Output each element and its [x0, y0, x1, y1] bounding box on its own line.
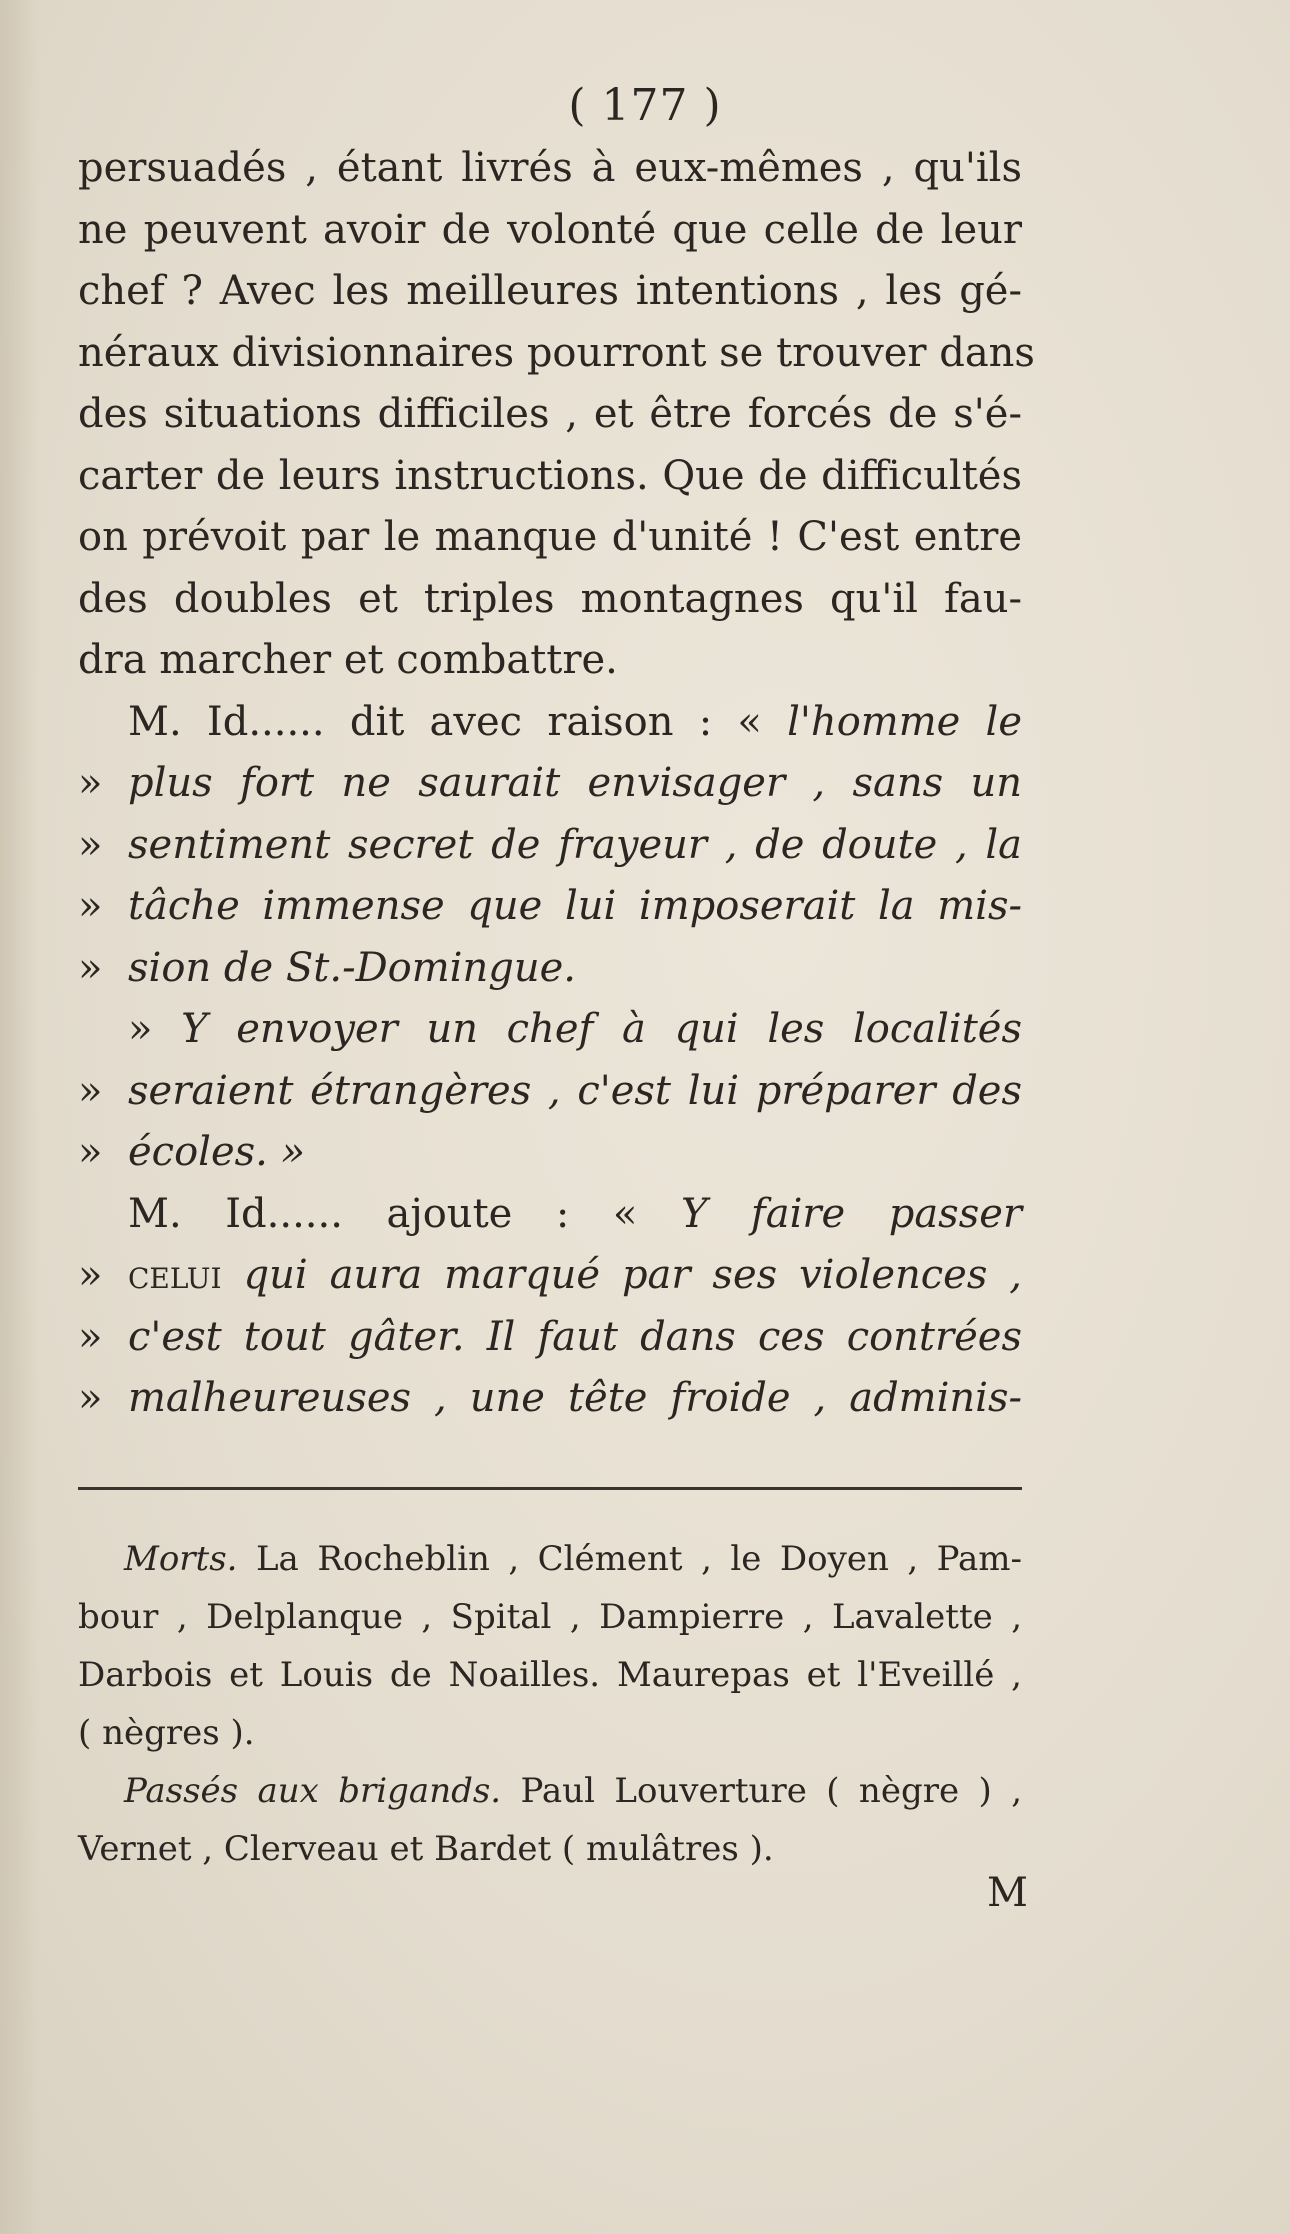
quote-line: » malheureuses , une tête froide , adminis- — [78, 1368, 1022, 1430]
footnote-line: bour , Delplanque , Spital , Dampierre , Lavalette , — [78, 1597, 1022, 1637]
quote-line: » sentiment secret de frayeur , de doute , la — [78, 815, 1022, 877]
footnote-label: Passés aux brigands. — [124, 1771, 502, 1811]
footnote-line: Darbois et Louis de Noailles. Maurepas et l'Eveillé , — [78, 1655, 1022, 1695]
footnote-line: Morts. La Rocheblin , Clément , le Doyen , Pam- — [124, 1539, 1022, 1579]
quote-line: » écoles. » — [78, 1122, 1022, 1184]
footnote-label: Morts. — [124, 1539, 238, 1579]
quote-line: » celui qui aura marqué par ses violences , — [78, 1245, 1022, 1307]
text-line: des situations difficiles , et être forcés de s'é- — [78, 391, 1022, 437]
quote-mark: » — [78, 1375, 103, 1421]
footnote-divider — [78, 1487, 1022, 1490]
quote-mark: » — [78, 883, 103, 929]
quote-mark: » — [78, 1313, 103, 1360]
signature-mark: M — [987, 1870, 1028, 1916]
text-line: ne peuvent avoir de volonté que celle de leur — [78, 206, 1022, 253]
footnote-line: Passés aux brigands. Paul Louverture ( nègre ) , — [124, 1771, 1022, 1811]
lead-text: M. Id...... ajoute : « — [128, 1190, 638, 1237]
footnote — [78, 1530, 1022, 1878]
lead-italic: Y faire passer — [680, 1190, 1023, 1237]
lead-italic: l'homme le — [787, 698, 1023, 745]
quote-line: » Y envoyer un chef à qui les localités — [128, 1006, 1023, 1052]
quote-line: » plus fort ne saurait envisager , sans un — [78, 753, 1022, 815]
small-caps-word: celui — [128, 1252, 222, 1298]
text-line: persuadés , étant livrés à eux-mêmes , qu'ils — [78, 145, 1022, 191]
text-line: des doubles et triples montagnes qu'il fau- — [78, 575, 1022, 622]
page-gutter-shadow — [0, 0, 40, 2234]
quote-mark: » — [78, 1129, 103, 1175]
page-number: ( 177 ) — [568, 80, 722, 131]
quote-line: » tâche immense que lui imposerait la mis- — [78, 876, 1022, 938]
quote-mark: » — [78, 821, 103, 868]
text-line: on prévoit par le manque d'unité ! C'est entre — [78, 514, 1022, 560]
quote-line: » sion de St.-Domingue. — [78, 938, 1022, 1000]
quote-mark: » — [78, 1067, 103, 1114]
paragraph-lead — [78, 1184, 1022, 1246]
lead-text: M. Id...... dit avec raison : « — [128, 698, 762, 745]
text-line: néraux divisionnaires pourront se trouver dans — [78, 329, 1035, 376]
paragraph-lead — [78, 692, 1022, 754]
footnote-line: Vernet , Clerveau et Bardet ( mulâtres ). — [78, 1829, 774, 1869]
quote-line: » c'est tout gâter. Il faut dans ces contrées — [78, 1307, 1022, 1369]
quote-line: » seraient étrangères , c'est lui préparer des — [78, 1061, 1022, 1123]
footnote-line: ( nègres ). — [78, 1713, 255, 1753]
quote-mark: » — [128, 1006, 153, 1052]
main-text — [78, 138, 1035, 1430]
quote-mark: » — [78, 944, 103, 991]
text-line: dra marcher et combattre. — [78, 637, 618, 683]
quote-mark: » — [78, 1252, 103, 1298]
text-line: carter de leurs instructions. Que de difficultés — [78, 452, 1022, 499]
quote-mark: » — [78, 760, 103, 806]
text-line: chef ? Avec les meilleures intentions , les gé- — [78, 268, 1022, 314]
